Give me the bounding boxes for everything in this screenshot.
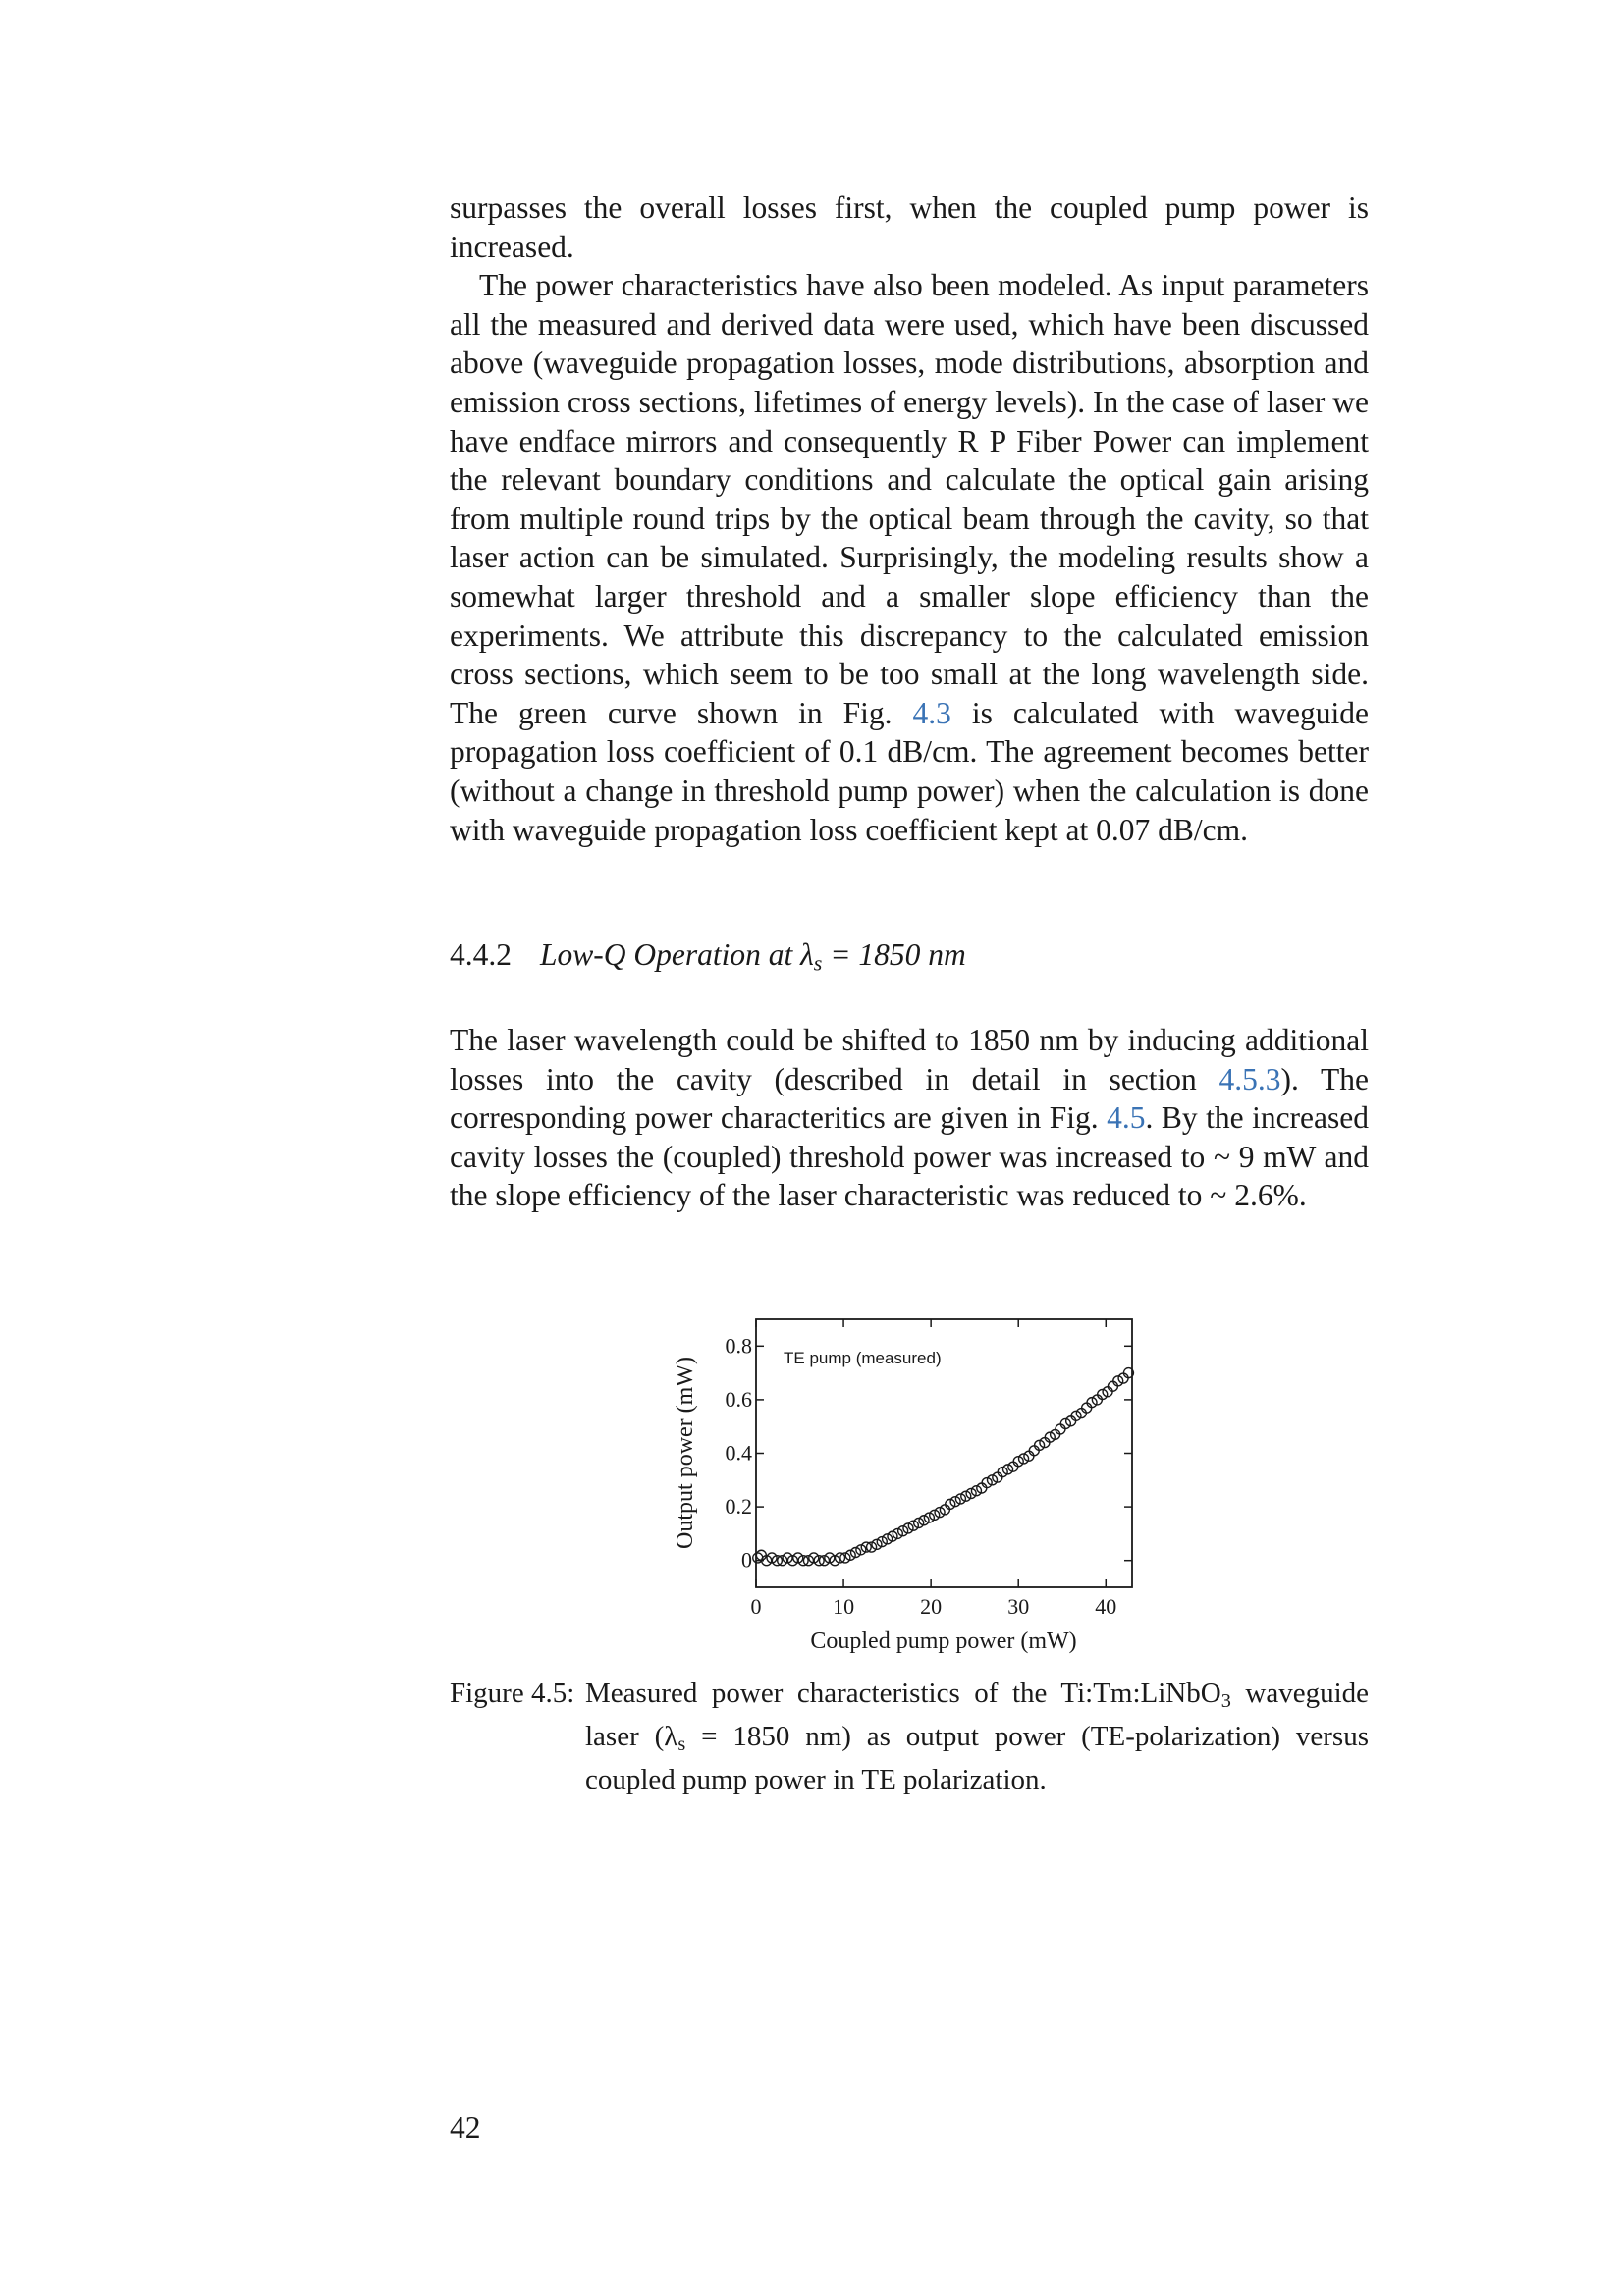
section-ref-4-5-3[interactable]: 4.5.3 — [1218, 1061, 1281, 1096]
x-tick-label: 30 — [1007, 1594, 1030, 1619]
y-tick-label: 0.6 — [725, 1386, 752, 1412]
paragraph-1: surpasses the overall losses first, when the coupled pump power is increased. — [450, 190, 1369, 264]
x-tick-label: 10 — [833, 1594, 855, 1619]
x-axis-title: Coupled pump power (mW) — [810, 1629, 1077, 1654]
y-tick-label: 0.2 — [725, 1494, 752, 1520]
y-axis-title: Output power (mW) — [673, 1357, 698, 1549]
page-number: 42 — [450, 2110, 481, 2145]
caption-label: Figure 4.5: — [450, 1678, 575, 1709]
paragraph-2: The power characteristics have also been modeled. As input parameters all the measured and derived data were used, which have been discussed above (waveguide propagation losses, mode distributions, absorption and emission cross sections, lifetimes of energy levels). In the case of laser we have endface mirrors and consequently R P Fiber Power can implement the relevant boundary conditions and calculate the optical gain arising from multiple round trips by the optical beam through the cavity, so that laser action can be simulated. Surprisingly, the modeling results show a somewhat larger threshold and a smaller slope efficiency than the experiments. We attribute this discrepancy to the calculated emission cross sections, which seem to be too small at the long wavelength side. The green curve shown in Fig. 4.3 is calculated with waveguide propagation loss coefficient of 0.1 dB/cm. The agreement becomes better (without a change in threshold pump power) when the calculation is done with waveguide propagation loss coefficient kept at 0.07 dB/cm. — [450, 268, 1369, 847]
section-number: 4.4.2 — [450, 937, 512, 972]
y-tick-label: 0 — [741, 1547, 752, 1573]
x-tick-label: 20 — [920, 1594, 943, 1619]
body-text-section — [450, 1021, 1369, 1215]
x-tick-label: 40 — [1095, 1594, 1117, 1619]
data-points — [753, 1368, 1134, 1566]
y-tick-label: 0.4 — [725, 1440, 752, 1466]
paragraph-3: The laser wavelength could be shifted to 1850 nm by inducing additional losses into the cavity (described in detail in section 4.5.3). The corresponding power characteritics are given in Fig. 4.5. By the increased cavity losses the (coupled) threshold power was increased to ~ 9 mW and the slope efficiency of the laser characteristic was reduced to ~ 2.6%. — [450, 1023, 1369, 1213]
y-tick-label: 0.8 — [725, 1333, 752, 1359]
figure-ref-4-5[interactable]: 4.5 — [1107, 1100, 1146, 1136]
x-tick-label: 0 — [750, 1594, 762, 1619]
section-heading — [450, 935, 966, 984]
figure-ref-4-3[interactable]: 4.3 — [912, 695, 951, 730]
caption-text: Measured power characteristics of the Ti:Tm:LiNbO$_3$ waveguide laser ($\lambda_s = 1850$ nm) as output power (TE-polarization) versus coupled pump power in TE polarization. — [585, 1678, 1369, 1796]
y-ticks — [726, 1333, 1133, 1572]
figure-4-5-chart — [648, 1296, 1159, 1659]
figure-caption — [450, 1676, 1369, 1797]
body-text-top — [450, 188, 1369, 849]
section-title: Low-Q Operation at $\lambda_s = 1850$ nm — [540, 937, 966, 976]
legend-label: TE pump (measured) — [784, 1349, 942, 1367]
